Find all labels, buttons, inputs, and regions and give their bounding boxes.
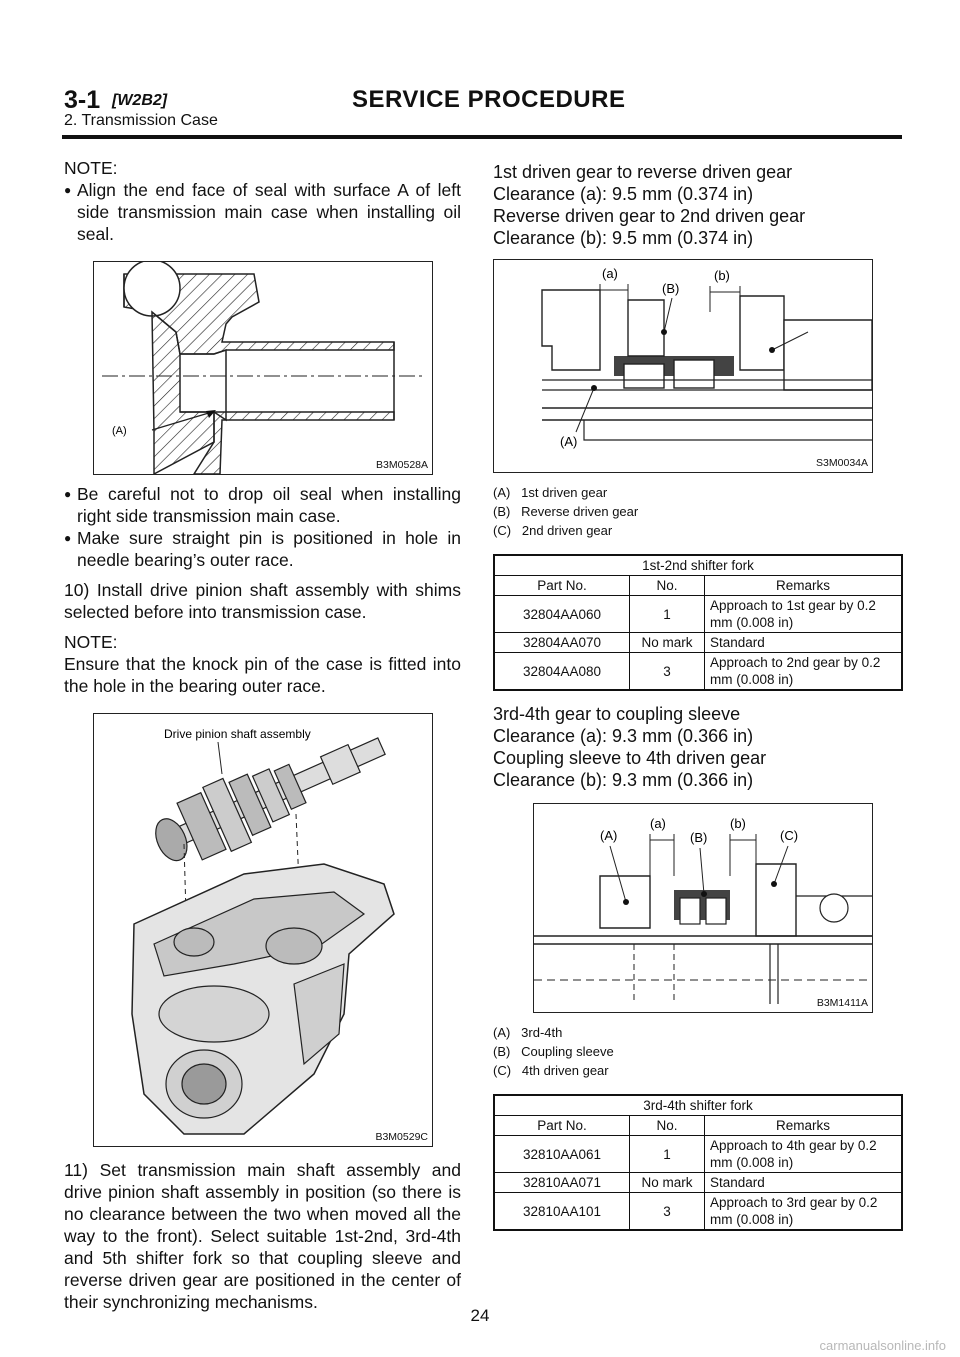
legend-3rd-4th (493, 1023, 903, 1080)
figure-drive-pinion (93, 713, 433, 1147)
step-10: 10) Install drive pinion shaft assembly with shims selected before into transmission case. (64, 580, 461, 622)
cell-no: 1 (630, 1136, 705, 1173)
label-b-upper: (B) (662, 281, 680, 296)
cell-part-no: 32810AA101 (494, 1193, 630, 1231)
cell-remarks: Approach to 1st gear by 0.2 mm (0.008 in) (705, 596, 903, 633)
label-b: (b) (730, 816, 746, 831)
label-a-upper: (A) (560, 434, 578, 449)
cell-no: No mark (630, 633, 705, 653)
note-bullet-drop-seal: ● Be careful not to drop oil seal when installing right side transmission main case. (64, 483, 461, 527)
section-code: [W2B2] (112, 92, 168, 109)
label-a: (a) (650, 816, 666, 831)
cell-remarks: Standard (705, 633, 903, 653)
clearance-line: Clearance (a): 9.5 mm (0.374 in) (493, 184, 754, 204)
table-row (494, 633, 902, 653)
cell-no: 3 (630, 653, 705, 691)
table-row (494, 1136, 902, 1173)
figure-oil-seal (93, 261, 433, 475)
clearance-diagram-1 (494, 260, 872, 472)
figure-label-drive-pinion: Drive pinion shaft assembly (164, 727, 311, 741)
label-a-upper: (A) (600, 828, 618, 843)
legend-item: (C) 4th driven gear (493, 1063, 609, 1078)
cell-remarks: Approach to 2nd gear by 0.2 mm (0.008 in) (705, 653, 903, 691)
note-knock-pin: Ensure that the knock pin of the case is fitted into the hole in the bearing outer race. (64, 654, 461, 696)
col-header-no: No. (630, 576, 705, 596)
legend-item: (B) Coupling sleeve (493, 1044, 614, 1059)
table-3rd-4th-shifter-fork (493, 1094, 903, 1231)
cell-remarks: Standard (705, 1173, 903, 1193)
oil-seal-diagram (94, 262, 432, 474)
watermark: carmanualsonline.info (819, 1338, 946, 1353)
figure-3rd-4th-clearance (533, 803, 873, 1013)
table-row (494, 596, 902, 633)
table-1st-2nd-shifter-fork (493, 554, 903, 691)
clearance-line: Coupling sleeve to 4th driven gear (493, 748, 767, 768)
clearance-line: Reverse driven gear to 2nd driven gear (493, 206, 806, 226)
step-11: 11) Set transmission main shaft assembly and drive pinion shaft assembly in position (so there is no clearance between the two when moved all the way to the front). Select suitable 1st-2nd, 3rd-4th and 5th shifter fork so that coupling sleeve and reverse driven gear are positioned in the center of their synchronizing mechanisms. (64, 1160, 461, 1312)
table-caption: 1st-2nd shifter fork (494, 555, 902, 576)
figure-code: B3M1411A (816, 997, 868, 1009)
section-number: 3-1 (64, 86, 101, 114)
clearance-line: Clearance (b): 9.3 mm (0.366 in) (493, 770, 754, 790)
figure-code: B3M0529C (375, 1131, 428, 1143)
col-header-no: No. (630, 1116, 705, 1136)
figure-code: B3M0528A (376, 459, 428, 471)
cell-no: No mark (630, 1173, 705, 1193)
note-heading-2: NOTE: (64, 632, 118, 652)
legend-1st-2nd (493, 483, 903, 540)
figure-1st-2nd-clearance (493, 259, 873, 473)
table-caption: 3rd-4th shifter fork (494, 1095, 902, 1116)
cell-part-no: 32804AA080 (494, 653, 630, 691)
legend-item: (C) 2nd driven gear (493, 523, 613, 538)
page-subtitle: 2. Transmission Case (64, 112, 218, 129)
note-heading: NOTE: (64, 158, 118, 178)
clearance-diagram-2 (534, 804, 872, 1012)
cell-remarks: Approach to 4th gear by 0.2 mm (0.008 in) (705, 1136, 903, 1173)
legend-item: (B) Reverse driven gear (493, 504, 639, 519)
label-c: (C) (780, 828, 799, 843)
legend-item: (A) 3rd-4th (493, 1025, 563, 1040)
page-title: SERVICE PROCEDURE (352, 86, 626, 113)
clearance-line: 1st driven gear to reverse driven gear (493, 162, 793, 182)
drive-pinion-diagram (94, 714, 432, 1146)
clearance-spec-3rd-4th (493, 703, 903, 791)
col-header-remarks: Remarks (705, 576, 903, 596)
clearance-spec-1st-2nd (493, 161, 903, 249)
figure-label-a: (A) (112, 425, 127, 437)
table-row (494, 1173, 902, 1193)
clearance-line: Clearance (b): 9.5 mm (0.374 in) (493, 228, 754, 248)
col-header-remarks: Remarks (705, 1116, 903, 1136)
cell-no: 3 (630, 1193, 705, 1231)
legend-item: (A) 1st driven gear (493, 485, 608, 500)
clearance-line: Clearance (a): 9.3 mm (0.366 in) (493, 726, 754, 746)
note-bullet-align-seal: ● Align the end face of seal with surface A of left side transmission main case when installing oil seal. (64, 179, 461, 245)
note-bullet-straight-pin: ● Make sure straight pin is positioned in hole in needle bearing’s outer race. (64, 527, 461, 571)
col-header-part-no: Part No. (494, 1116, 630, 1136)
col-header-part-no: Part No. (494, 576, 630, 596)
right-column (493, 145, 903, 1231)
cell-remarks: Approach to 3rd gear by 0.2 mm (0.008 in) (705, 1193, 903, 1231)
left-column (64, 145, 461, 1313)
label-a: (a) (602, 266, 618, 281)
header-rule (62, 135, 902, 139)
table-row (494, 1193, 902, 1231)
figure-code: S3M0034A (816, 457, 868, 469)
table-row (494, 653, 902, 691)
cell-part-no: 32810AA061 (494, 1136, 630, 1173)
label-b-lower: (b) (714, 268, 730, 283)
cell-no: 1 (630, 596, 705, 633)
cell-part-no: 32804AA070 (494, 633, 630, 653)
page-number: 24 (470, 1306, 490, 1325)
label-b-upper: (B) (690, 830, 708, 845)
clearance-line: 3rd-4th gear to coupling sleeve (493, 704, 741, 724)
cell-part-no: 32804AA060 (494, 596, 630, 633)
cell-part-no: 32810AA071 (494, 1173, 630, 1193)
